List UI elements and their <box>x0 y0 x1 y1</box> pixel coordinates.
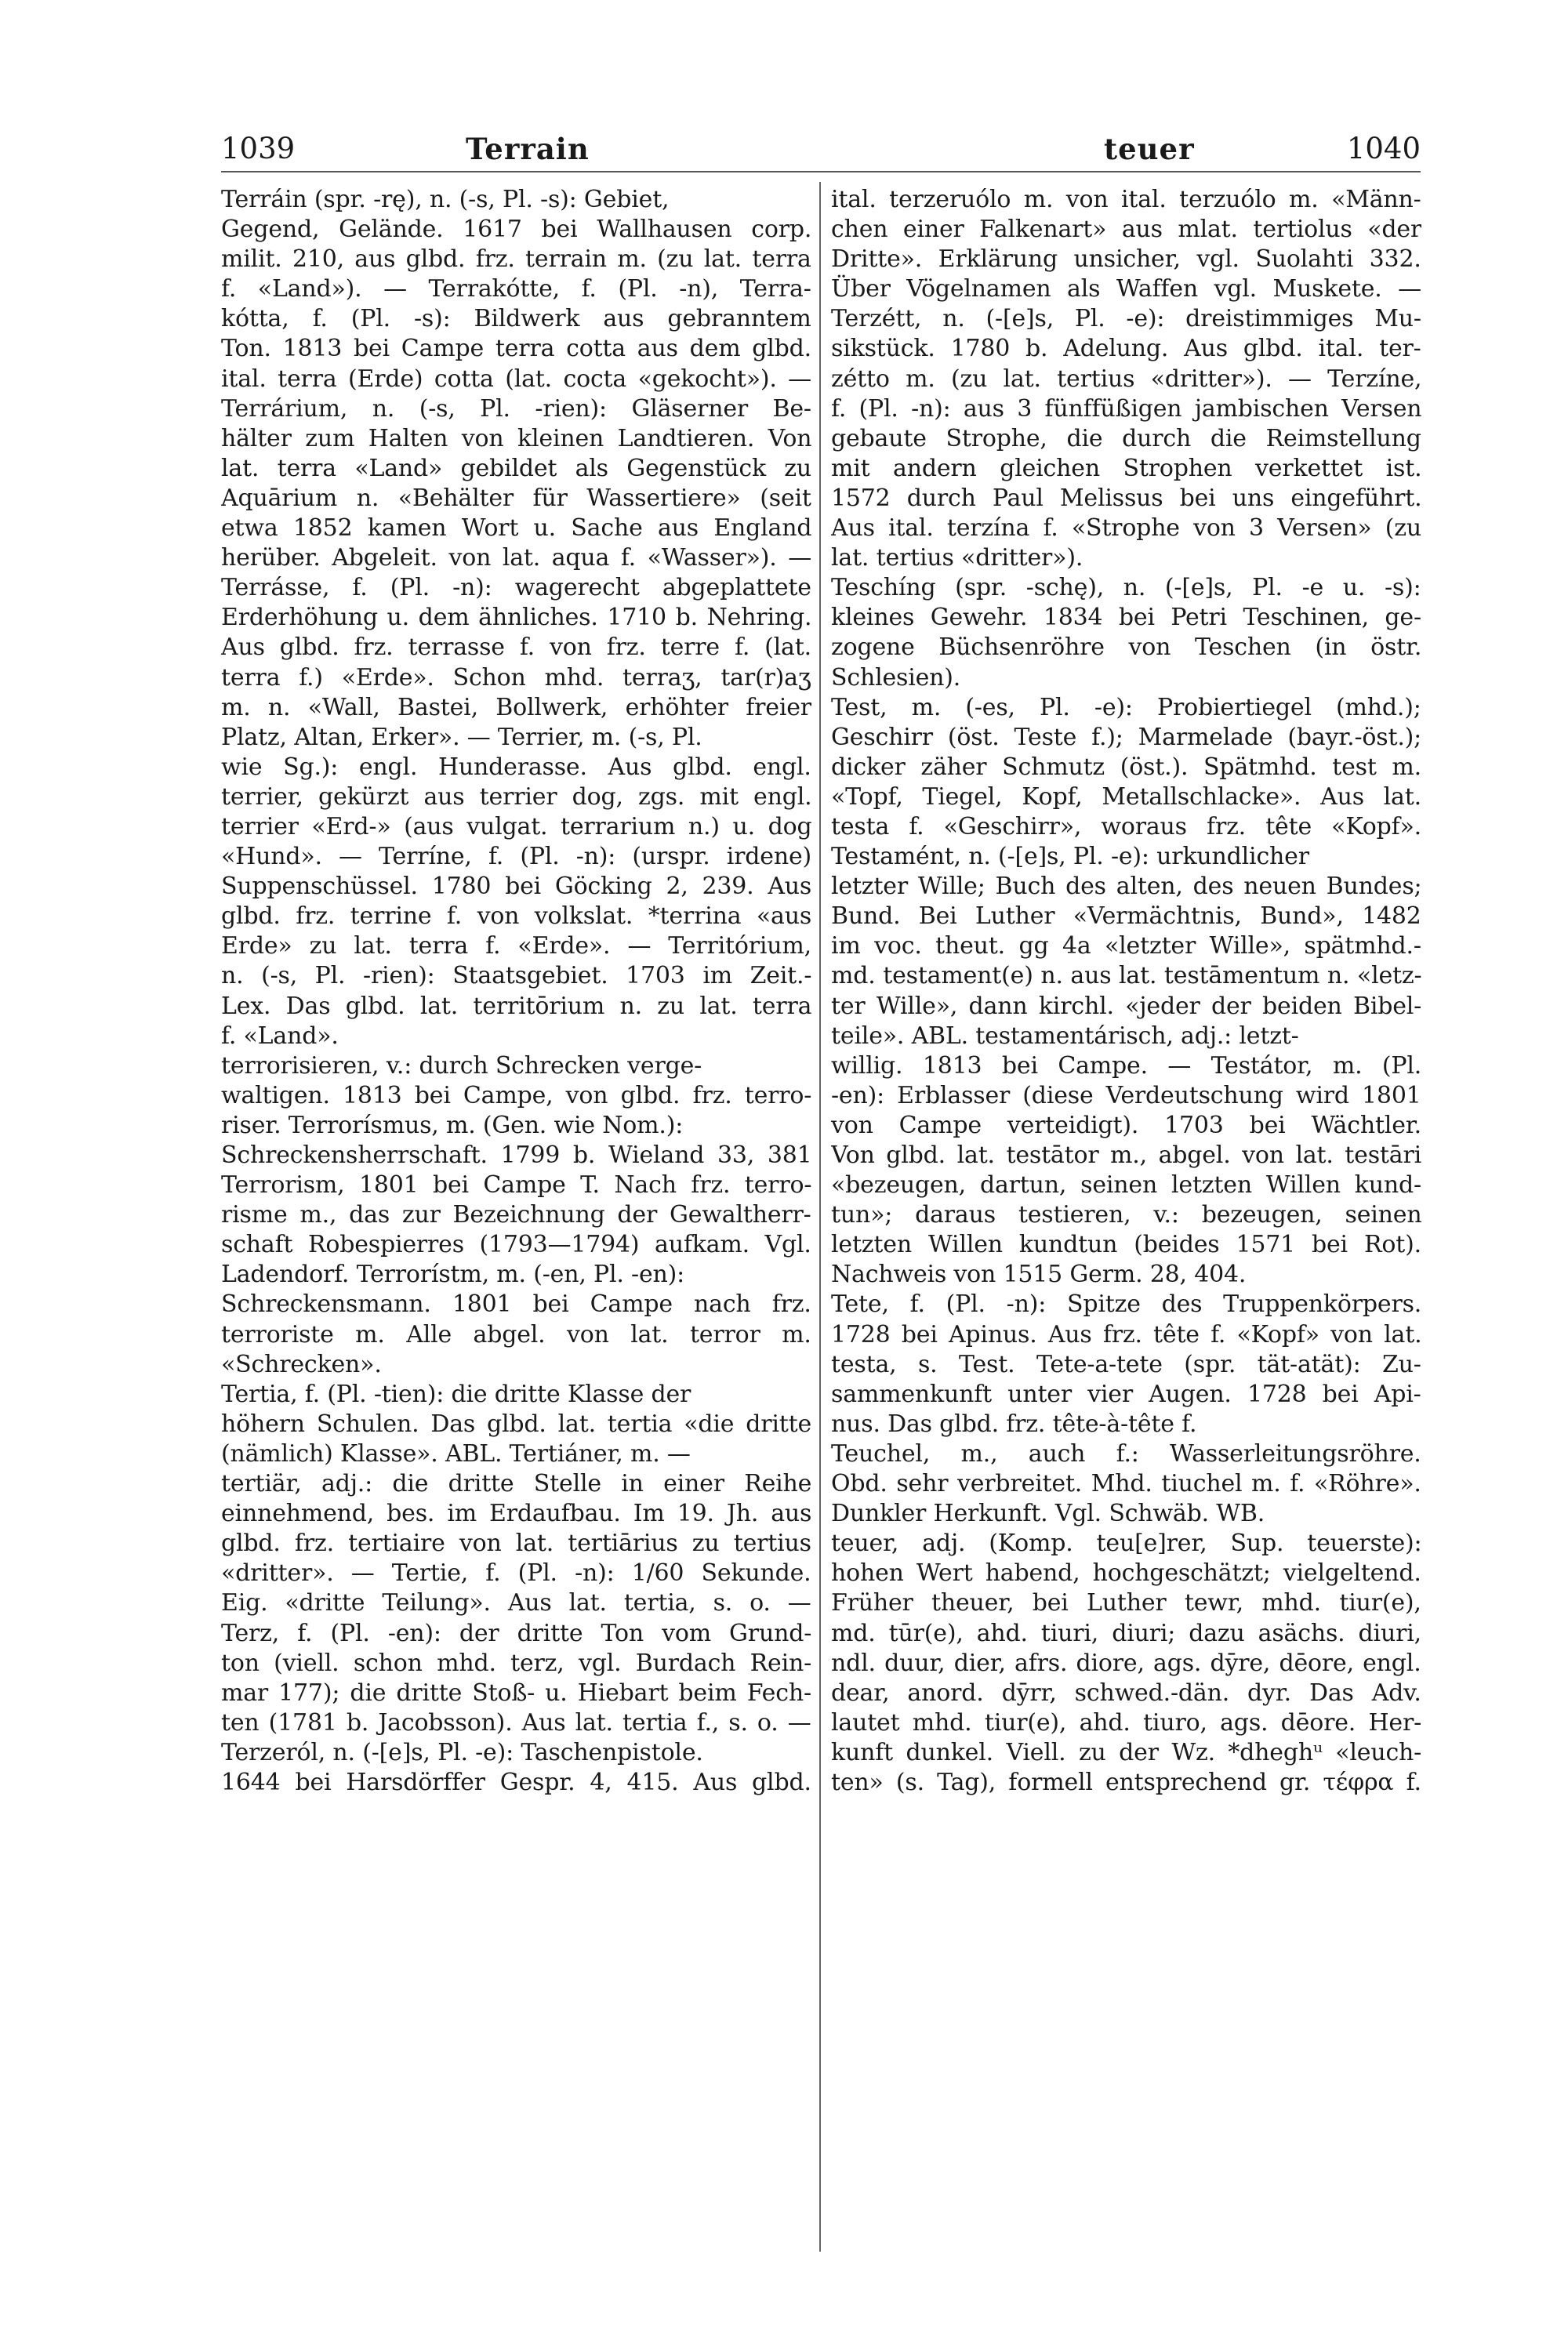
text-line: Platz, Altan, Erker». — Terrier, m. (-s, Pl. <box>221 723 702 751</box>
text-line: Nachweis von 1515 Germ. 28, 404. <box>831 1261 1247 1289</box>
guide-word-right: teuer <box>1104 132 1195 166</box>
text-line: «dritter». — Tertie, f. (Pl. -n): 1/60 Sekunde. <box>221 1559 811 1588</box>
text-line: hohen Wert habend, hochgeschätzt; vielgeltend. <box>831 1559 1421 1588</box>
text-line: terroriste m. Alle abgel. von lat. terror m. <box>221 1320 811 1348</box>
text-line: Gegend, Gelände. 1617 bei Wallhausen corp. <box>221 216 811 244</box>
text-line: testa, s. Test. Tete-a-tete (spr. tät-atät): Zu- <box>831 1350 1421 1378</box>
text-line: terrorisieren, v.: durch Schrecken verge- <box>221 1051 702 1080</box>
text-line: Test, m. (-es, Pl. -e): Probiertiegel (mhd.); <box>831 693 1421 721</box>
text-line: Terzétt, n. (-[e]s, Pl. -e): dreistimmiges Mu- <box>831 305 1421 333</box>
text-line: 1728 bei Apinus. Aus frz. tête f. «Kopf» von lat. <box>831 1320 1421 1348</box>
column-separator <box>819 182 821 2252</box>
text-line: Erde» zu lat. terra f. «Erde». — Territórium, <box>221 932 811 960</box>
text-line: ten» (s. Tag), formell entsprechend gr. τέφρα f. <box>831 1768 1421 1796</box>
text-line: terra f.) «Erde». Schon mhd. terraʒ, tar(r)aʒ <box>221 663 811 691</box>
text-line: ndl. duur, dier, afrs. diore, ags. dȳre, dēore, engl. <box>831 1649 1421 1677</box>
text-line: Bund. Bei Luther «Vermächtnis, Bund», 1482 <box>831 902 1421 931</box>
text-line: testa f. «Geschirr», woraus frz. tête «Kopf». <box>831 812 1421 840</box>
guide-word-left: Terrain <box>466 132 590 166</box>
text-line: höhern Schulen. Das glbd. lat. tertia «die dritte <box>221 1410 811 1438</box>
text-line: sammenkunft unter vier Augen. 1728 bei Api- <box>831 1380 1421 1408</box>
text-line: chen einer Falkenart» aus mlat. tertiolus «der <box>831 216 1421 244</box>
text-line: waltigen. 1813 bei Campe, von glbd. frz. terro- <box>221 1081 811 1109</box>
text-line: f. «Land»). — Terrakótte, f. (Pl. -n), Terra- <box>221 275 811 303</box>
text-line: 1572 durch Paul Melissus bei uns eingeführt. <box>831 484 1421 512</box>
text-line: glbd. frz. tertiaire von lat. tertiārius zu tertius <box>221 1530 811 1558</box>
text-line: ton (viell. schon mhd. terz, vgl. Burdach Rein- <box>221 1649 811 1677</box>
header-rule <box>221 171 1421 172</box>
text-line: willig. 1813 bei Campe. — Testátor, m. (Pl. <box>831 1051 1421 1080</box>
text-line: schaft Robespierres (1793—1794) aufkam. Vgl. <box>221 1231 811 1259</box>
text-line: mar 177); die dritte Stoß- u. Hiebart beim Fech- <box>221 1679 811 1707</box>
text-line: terrier, gekürzt aus terrier dog, zgs. mit engl. <box>221 782 811 811</box>
text-line: tun»; daraus testieren, v.: bezeugen, seinen <box>831 1201 1421 1229</box>
text-line: gebaute Strophe, die durch die Reimstellung <box>831 424 1421 452</box>
text-line: Tertia, f. (Pl. -tien): die dritte Klasse der <box>221 1380 691 1408</box>
text-line: zogene Büchsenröhre von Teschen (in östr. <box>831 633 1421 662</box>
text-line: Terzeról, n. (-[e]s, Pl. -e): Taschenpistole. <box>221 1738 703 1766</box>
right-column <box>831 185 1421 1798</box>
text-line: hälter zum Halten von kleinen Landtieren. Von <box>221 424 811 452</box>
text-line: f. «Land». <box>221 1022 339 1050</box>
text-line: md. tūr(e), ahd. tiuri, diuri; dazu asächs. diuri, <box>831 1619 1421 1647</box>
text-line: -en): Erblasser (diese Verdeutschung wird 1801 <box>831 1081 1421 1109</box>
text-line: lat. terra «Land» gebildet als Gegenstück zu <box>221 454 811 482</box>
text-line: Von glbd. lat. testātor m., abgel. von lat. testāri <box>831 1142 1421 1169</box>
text-line: Geschirr (öst. Teste f.); Marmelade (bayr.-öst.); <box>831 723 1421 751</box>
text-line: dicker zäher Schmutz (öst.). Spätmhd. test m. <box>831 753 1421 781</box>
text-line: Obd. sehr verbreitet. Mhd. tiuchel m. f. «Röhre». <box>831 1470 1421 1498</box>
text-line: Eig. «dritte Teilung». Aus lat. tertia, s. o. — <box>221 1589 811 1617</box>
text-line: ter Wille», dann kirchl. «jeder der beiden Bibel- <box>831 992 1421 1020</box>
text-line: milit. 210, aus glbd. frz. terrain m. (zu lat. terra <box>221 245 811 274</box>
page-number-right: 1040 <box>1346 132 1421 165</box>
text-line: Aus ital. terzína f. «Strophe von 3 Versen» (zu <box>831 514 1421 543</box>
text-line: etwa 1852 kamen Wort u. Sache aus England <box>221 514 811 543</box>
text-line: 1644 bei Harsdörffer Gespr. 4, 415. Aus glbd. <box>221 1768 811 1796</box>
text-line: dear, anord. dȳrr, schwed.-dän. dyr. Das Adv. <box>831 1679 1421 1707</box>
text-line: ten (1781 b. Jacobsson). Aus lat. tertia f., s. o. — <box>221 1708 811 1737</box>
text-line: Teschíng (spr. -schę), n. (-[e]s, Pl. -e u. -s): <box>831 574 1421 602</box>
text-line: Terz, f. (Pl. -en): der dritte Ton vom Grund- <box>221 1619 811 1647</box>
text-line: Aus glbd. frz. terrasse f. von frz. terre f. (lat. <box>221 633 811 662</box>
text-line: md. testament(e) n. aus lat. testāmentum n. «letz- <box>831 962 1421 990</box>
text-line: von Campe verteidigt). 1703 bei Wächtler. <box>831 1111 1421 1139</box>
text-line: teile». ABL. testamentárisch, adj.: letzt- <box>831 1022 1299 1050</box>
text-line: ital. terra (Erde) cotta (lat. cocta «gekocht»). — <box>221 365 811 393</box>
left-column <box>221 185 811 1798</box>
text-line: lautet mhd. tiur(e), ahd. tiuro, ags. dēore. Her- <box>831 1708 1421 1737</box>
text-line: (nämlich) Klasse». ABL. Tertiáner, m. — <box>221 1439 691 1468</box>
text-line: risme m., das zur Bezeichnung der Gewaltherr- <box>221 1201 811 1229</box>
text-line: glbd. frz. terrine f. von volkslat. *terrina «aus <box>221 902 811 931</box>
text-line: Schreckensmann. 1801 bei Campe nach frz. <box>221 1290 811 1319</box>
text-line: Terráin (spr. -rę), n. (-s, Pl. -s): Gebiet, <box>221 186 670 213</box>
text-line: tertiär, adj.: die dritte Stelle in einer Reihe <box>221 1470 811 1498</box>
text-line: m. n. «Wall, Bastei, Bollwerk, erhöhter freier <box>221 693 811 721</box>
text-line: nus. Das glbd. frz. tête-à-tête f. <box>831 1410 1197 1438</box>
text-line: f. (Pl. -n): aus 3 fünffüßigen jambischen Versen <box>831 394 1421 423</box>
text-line: Ton. 1813 bei Campe terra cotta aus dem glbd. <box>221 335 811 363</box>
text-line: Terrásse, f. (Pl. -n): wagerecht abgeplattete <box>221 574 811 602</box>
text-line: kunft dunkel. Viell. zu der Wz. *dheghᵘ «leuch- <box>831 1738 1421 1766</box>
text-line: terrier «Erd-» (aus vulgat. terrarium n.) u. dog <box>221 812 811 840</box>
text-line: letzten Willen kundtun (beides 1571 bei Rot). <box>831 1231 1421 1259</box>
text-line: Lex. Das glbd. lat. territōrium n. zu lat. terra <box>221 992 811 1020</box>
text-line: Terrorism, 1801 bei Campe T. Nach frz. terro- <box>221 1171 811 1200</box>
text-line: Dritte». Erklärung unsicher, vgl. Suolahti 332. <box>831 245 1421 274</box>
text-line: Schlesien). <box>831 663 961 691</box>
text-line: herüber. Abgeleit. von lat. aqua f. «Wasser»). — <box>221 544 811 572</box>
text-line: letzter Wille; Buch des alten, des neuen Bundes; <box>831 873 1421 901</box>
text-line: riser. Terrorísmus, m. (Gen. wie Nom.): <box>221 1111 684 1139</box>
text-line: n. (-s, Pl. -rien): Staatsgebiet. 1703 im Zeit.- <box>221 962 811 990</box>
text-line: teuer, adj. (Komp. teu[e]rer, Sup. teuerste): <box>831 1530 1421 1558</box>
text-line: Terrárium, n. (-s, Pl. -rien): Gläserner Be- <box>221 394 811 423</box>
text-line: im voc. theut. gg 4a «letzter Wille», spätmhd.- <box>831 932 1421 960</box>
text-line: Ladendorf. Terrorístm, m. (-en, Pl. -en): <box>221 1261 685 1289</box>
text-line: Tete, f. (Pl. -n): Spitze des Truppenkörpers. <box>831 1290 1421 1319</box>
text-line: «bezeugen, dartun, seinen letzten Willen kund- <box>831 1171 1421 1200</box>
text-line: Dunkler Herkunft. Vgl. Schwäb. WB. <box>831 1500 1265 1528</box>
text-line: Über Vögelnamen als Waffen vgl. Muskete. — <box>831 275 1421 303</box>
text-line: sikstück. 1780 b. Adelung. Aus glbd. ital. ter- <box>831 335 1421 363</box>
text-line: Teuchel, m., auch f.: Wasserleitungsröhre. <box>831 1439 1421 1468</box>
text-line: zétto m. (zu lat. tertius «dritter»). — Terzíne, <box>831 365 1421 393</box>
text-line: wie Sg.): engl. Hunderasse. Aus glbd. engl. <box>221 753 811 781</box>
text-line: Testamént, n. (-[e]s, Pl. -e): urkundlicher <box>831 843 1309 871</box>
text-line: ital. terzeruólo m. von ital. terzuólo m. «Männ- <box>831 186 1421 213</box>
text-line: lat. tertius «dritter»). <box>831 544 1083 572</box>
text-line: «Hund». — Terríne, f. (Pl. -n): (urspr. irdene) <box>221 843 811 871</box>
text-line: Schreckensherrschaft. 1799 b. Wieland 33, 381 <box>221 1142 811 1169</box>
text-line: mit andern gleichen Strophen verkettet ist. <box>831 454 1421 482</box>
text-line: «Schrecken». <box>221 1350 382 1378</box>
text-line: kleines Gewehr. 1834 bei Petri Teschinen, ge- <box>831 604 1421 632</box>
text-line: einnehmend, bes. im Erdaufbau. Im 19. Jh. aus <box>221 1500 811 1528</box>
text-line: Erderhöhung u. dem ähnliches. 1710 b. Nehring. <box>221 604 811 632</box>
text-line: kótta, f. (Pl. -s): Bildwerk aus gebranntem <box>221 305 811 333</box>
page-number-left: 1039 <box>221 132 296 165</box>
text-line: «Topf, Tiegel, Kopf, Metallschlacke». Aus lat. <box>831 782 1421 811</box>
text-line: Früher theuer, bei Luther tewr, mhd. tiur(e), <box>831 1589 1421 1617</box>
text-line: Suppenschüssel. 1780 bei Göcking 2, 239. Aus <box>221 873 811 901</box>
text-line: Aquārium n. «Behälter für Wassertiere» (seit <box>221 484 811 512</box>
